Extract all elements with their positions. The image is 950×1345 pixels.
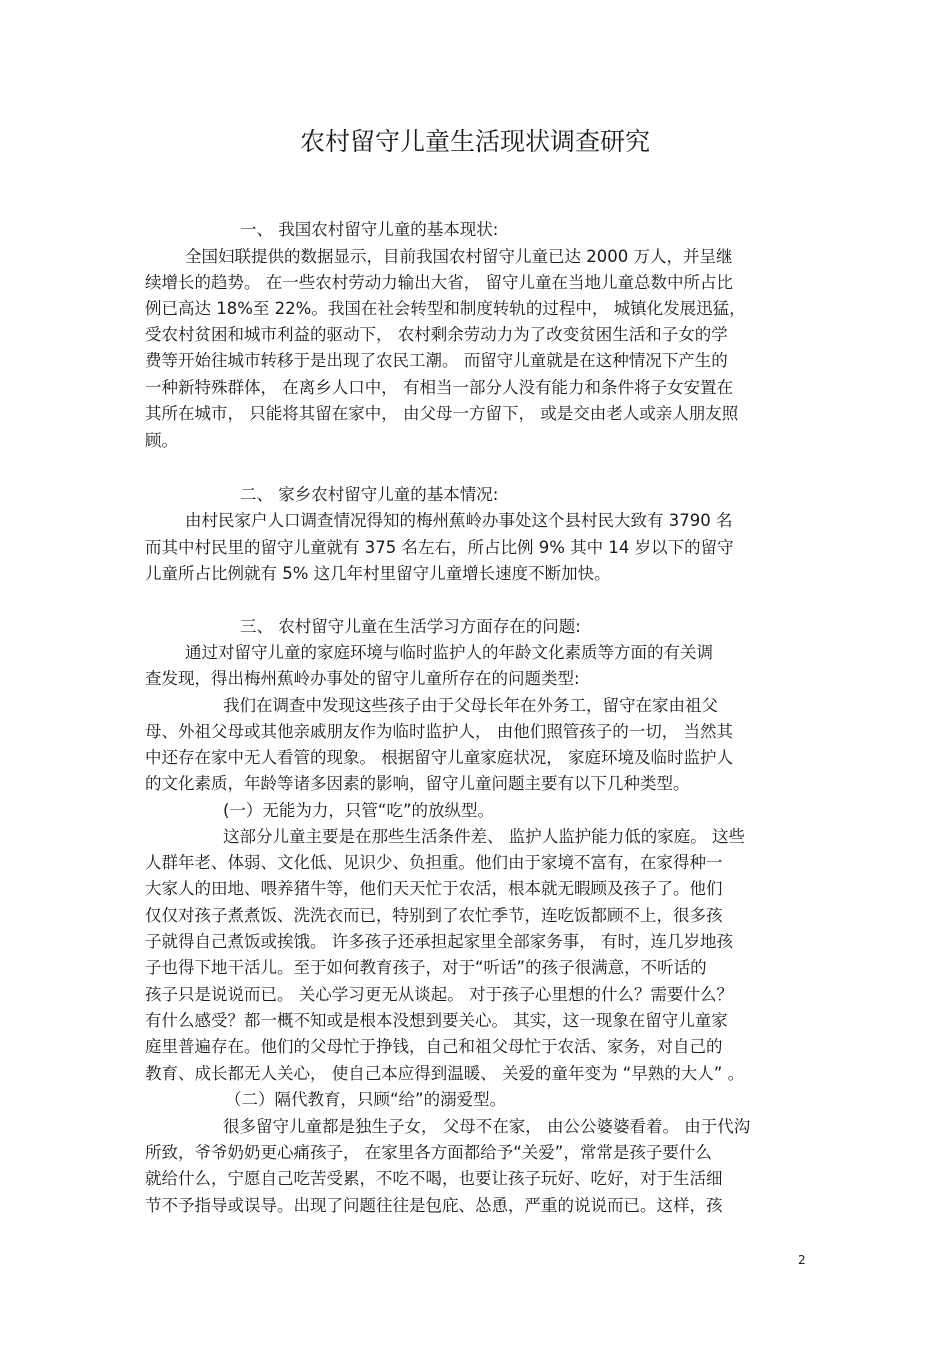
text-line: 的文化素质，年龄等诸多因素的影响，留守儿童问题主要有以下几种类型。 <box>145 774 690 793</box>
text-line: 其所在城市， 只能将其留在家中， 由父母一方留下， 或是交由老人或亲人朋友照 <box>145 404 739 423</box>
text-line: 子也得下地干活儿。至于如何教育孩子，对于“听话”的孩子很满意，不听话的 <box>145 958 707 977</box>
text-line: (一）无能为力，只管“吃”的放纵型。 <box>223 801 495 820</box>
text-line: 查发现，得出梅州蕉岭办事处的留守儿童所存在的问题类型: <box>145 669 580 688</box>
text-line: 通过对留守儿童的家庭环境与临时监护人的年龄文化素质等方面的有关调 <box>185 643 713 662</box>
text-line: 节不予指导或误导。出现了问题往往是包庇、怂恿，严重的说说而已。这样，孩 <box>145 1196 723 1215</box>
text-line: 二、 家乡农村留守儿童的基本情况: <box>240 485 499 504</box>
text-line: 教育、成长都无人关心， 使自己本应得到温暖、 关爱的童年变为 “早熟的大人” 。 <box>145 1064 745 1083</box>
text-line: 所致，爷爷奶奶更心痛孩子， 在家里各方面都给予“关爱”，常常是孩子要什么 <box>145 1143 712 1162</box>
text-line: 庭里普遍存在。他们的父母忙于挣钱，自己和祖父母忙于农活、家务，对自己的 <box>145 1037 723 1056</box>
text-line: 续增长的趋势。 在一些农村劳动力输出大省， 留守儿童在当地儿童总数中所占比 <box>145 273 733 292</box>
text-line: 就给什么，宁愿自己吃苦受累，不吃不喝，也要让孩子玩好、吃好，对于生活细 <box>145 1169 723 1188</box>
text-line: 很多留守儿童都是独生子女， 父母不在家， 由公公婆婆看着。 由于代沟 <box>223 1117 751 1136</box>
page-number: 2 <box>798 1253 806 1267</box>
text-line: 我们在调查中发现这些孩子由于父母长年在外务工，留守在家由祖父 <box>223 696 718 715</box>
text-line: 子就得自己煮饭或挨饿。 许多孩子还承担起家里全部家务事， 有时，连几岁地孩 <box>145 932 733 951</box>
text-line: （二）隔代教育，只顾“给”的溺爱型。 <box>225 1090 507 1109</box>
text-line: 人群年老、体弱、文化低、见识少、负担重。他们由于家境不富有，在家得种一 <box>145 853 723 872</box>
text-line: 一、 我国农村留守儿童的基本现状: <box>240 220 499 239</box>
text-line: 孩子只是说说而已。 关心学习更无从谈起。 对于孩子心里想的什么？需要什么？ <box>145 985 733 1004</box>
text-line: 费等开始往城市转移于是出现了农民工潮。 而留守儿童就是在这种情况下产生的 <box>145 351 728 370</box>
text-line: 全国妇联提供的数据显示，目前我国农村留守儿童已达 2000 万人，并呈继 <box>185 247 733 266</box>
text-line: 母、外祖父母或其他亲戚朋友作为临时监护人， 由他们照管孩子的一切， 当然其 <box>145 722 733 741</box>
text-line: 儿童所占比例就有 5% 这几年村里留守儿童增长速度不断加快。 <box>145 564 611 583</box>
page-title: 农村留守儿童生活现状调查研究 <box>299 127 650 156</box>
text-line: 例已高达 18%至 22%。我国在社会转型和制度转轨的过程中， 城镇化发展迅猛， <box>145 299 746 318</box>
text-line: 而其中村民里的留守儿童就有 375 名左右，所占比例 9% 其中 14 岁以下的留守 <box>145 538 734 557</box>
text-line: 仅仅对孩子煮煮饭、洗洗衣而已，特别到了农忙季节，连吃饭都顾不上，很多孩 <box>145 906 723 925</box>
text-line: 一种新特殊群体， 在离乡人口中， 有相当一部分人没有能力和条件将子女安置在 <box>145 378 733 397</box>
text-line: 这部分儿童主要是在那些生活条件差、 监护人监护能力低的家庭。 这些 <box>223 827 745 846</box>
text-line: 大家人的田地、喂养猪牛等，他们天天忙于农活，根本就无暇顾及孩子了。他们 <box>145 879 723 898</box>
text-line: 受农村贫困和城市利益的驱动下， 农村剩余劳动力为了改变贫困生活和子女的学 <box>145 325 728 344</box>
text-line: 中还存在家中无人看管的现象。 根据留守儿童家庭状况， 家庭环境及临时监护人 <box>145 748 733 767</box>
text-line: 顾。 <box>145 431 178 450</box>
text-line: 有什么感受？都一概不知或是根本没想到要关心。 其实，这一现象在留守儿童家 <box>145 1011 728 1030</box>
text-line: 三、 农村留守儿童在生活学习方面存在的问题: <box>240 617 581 636</box>
text-line: 由村民家户人口调查情况得知的梅州蕉岭办事处这个县村民大致有 3790 名 <box>185 511 733 530</box>
